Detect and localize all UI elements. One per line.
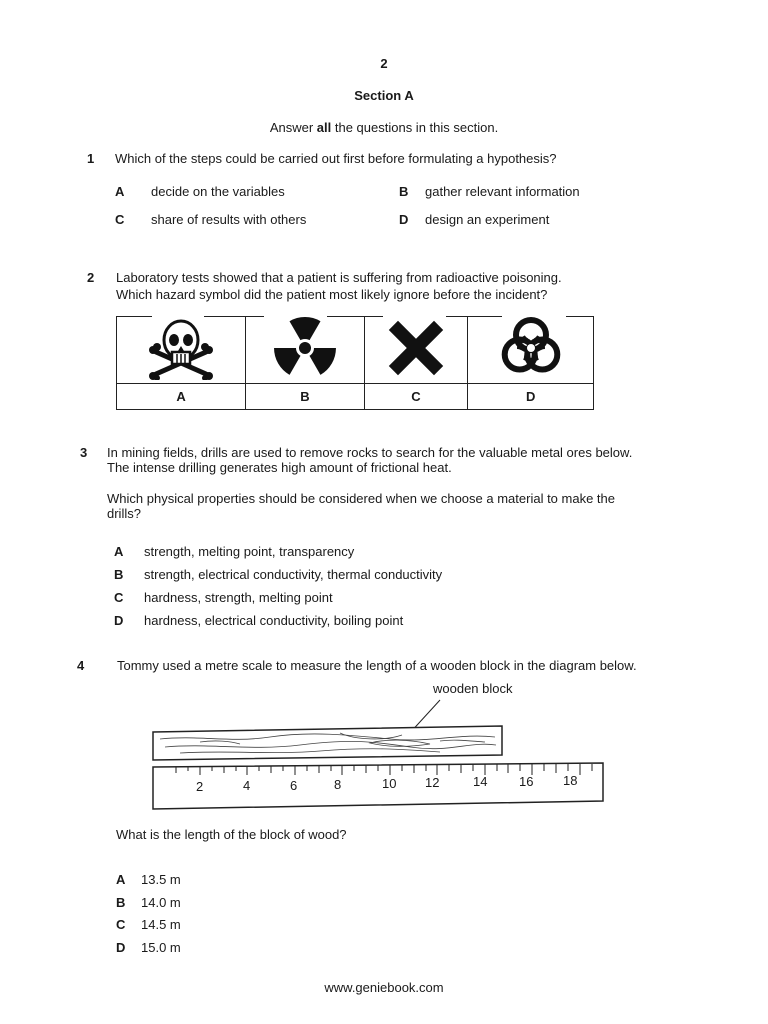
q3-option-b-letter: B — [114, 567, 124, 582]
instruction-bold: all — [316, 120, 332, 135]
ruler-number-8: 8 — [334, 777, 342, 792]
q1-option-a-letter: A — [115, 184, 125, 199]
hazard-label-a: A — [117, 384, 246, 410]
q3-option-b-text: strength, electrical conductivity, thermal conductivity — [144, 567, 443, 582]
hazard-label-c: C — [364, 384, 468, 410]
q4-question: What is the length of the block of wood? — [116, 827, 347, 842]
ruler-number-10: 10 — [382, 776, 397, 791]
q3-line-2: The intense drilling generates high amount of frictional heat. — [107, 460, 452, 475]
q3-option-d-letter: D — [114, 613, 124, 628]
q3-option-c-text: hardness, strength, melting point — [144, 590, 333, 605]
q1-option-d-text: design an experiment — [425, 212, 550, 227]
biohazard-icon — [497, 316, 565, 380]
hazard-symbol-table — [116, 316, 594, 410]
q4-option-c-letter: C — [116, 917, 126, 932]
harmful-cross-icon — [388, 320, 444, 376]
ruler-number-4: 4 — [243, 778, 251, 793]
hazard-cell-b — [246, 316, 364, 384]
ruler-number-14: 14 — [473, 774, 488, 789]
q1-number: 1 — [87, 151, 95, 166]
q4-text: Tommy used a metre scale to measure the length of a wooden block in the diagram below. — [117, 658, 637, 673]
ruler-number-18: 18 — [563, 773, 578, 788]
q3-option-a-text: strength, melting point, transparency — [144, 544, 355, 559]
hazard-cell-a — [117, 316, 246, 384]
q1-text: Which of the steps could be carried out first before formulating a hypothesis? — [115, 151, 557, 166]
q4-option-b-letter: B — [116, 895, 126, 910]
hazard-cell-c — [364, 316, 468, 384]
hazard-cell-d — [468, 316, 594, 384]
q2-line-2: Which hazard symbol did the patient most likely ignore before the incident? — [116, 287, 548, 302]
instruction-after: the questions in this section. — [331, 120, 499, 135]
radiation-icon — [273, 316, 337, 380]
q2-line-1: Laboratory tests showed that a patient is suffering from radioactive poisoning. — [116, 270, 562, 285]
skull-crossbones-icon — [146, 316, 216, 380]
q4-option-d-text: 15.0 m — [141, 940, 181, 955]
q3-option-d-text: hardness, electrical conductivity, boiling point — [144, 613, 404, 628]
q3-number: 3 — [80, 445, 88, 460]
instruction-before: Answer — [269, 120, 317, 135]
ruler-number-2: 2 — [196, 779, 204, 794]
q3-option-c-letter: C — [114, 590, 124, 605]
wooden-block — [153, 726, 502, 760]
q4-number: 4 — [77, 658, 85, 673]
ruler-number-6: 6 — [290, 778, 298, 793]
q1-option-a-text: decide on the variables — [151, 184, 285, 199]
q3-question-line-1: Which physical properties should be considered when we choose a material to make the — [107, 491, 615, 506]
metre-scale — [153, 763, 603, 809]
q4-option-d-letter: D — [116, 940, 126, 955]
instruction — [0, 120, 768, 135]
q4-option-a-letter: A — [116, 872, 126, 887]
q3-question-line-2: drills? — [107, 506, 141, 521]
q4-option-b-text: 14.0 m — [141, 895, 181, 910]
q1-option-b-text: gather relevant information — [425, 184, 580, 199]
page-number: 2 — [380, 56, 388, 71]
q1-option-c-text: share of results with others — [151, 212, 307, 227]
wooden-block-label: wooden block — [433, 681, 513, 696]
q1-option-b-letter: B — [399, 184, 409, 199]
ruler-number-16: 16 — [519, 774, 534, 789]
q1-option-c-letter: C — [115, 212, 125, 227]
q1-option-d-letter: D — [399, 212, 409, 227]
ruler-diagram — [140, 695, 610, 815]
hazard-label-b: B — [246, 384, 364, 410]
q4-option-c-text: 14.5 m — [141, 917, 181, 932]
section-title: Section A — [354, 88, 414, 103]
q3-line-1: In mining fields, drills are used to remove rocks to search for the valuable metal ores below. — [107, 445, 633, 460]
ruler-number-12: 12 — [425, 775, 440, 790]
q3-option-a-letter: A — [114, 544, 124, 559]
footer-url: www.geniebook.com — [324, 980, 444, 995]
hazard-label-d: D — [468, 384, 594, 410]
q2-number: 2 — [87, 270, 95, 285]
q4-option-a-text: 13.5 m — [141, 872, 181, 887]
